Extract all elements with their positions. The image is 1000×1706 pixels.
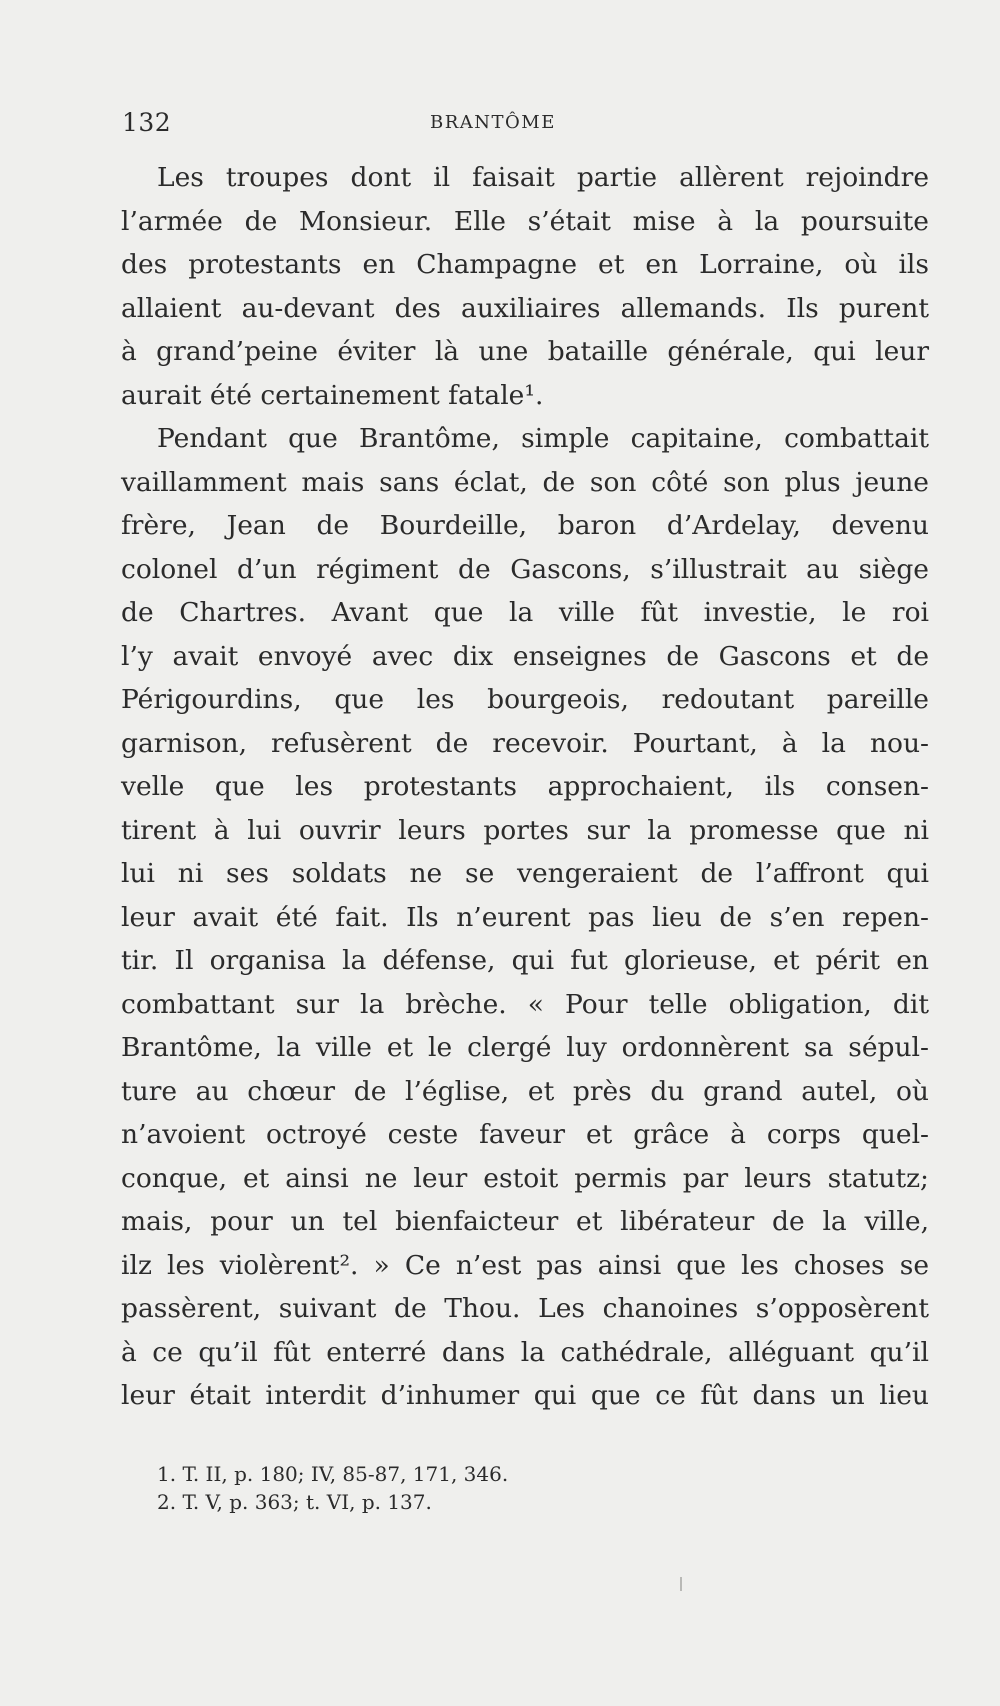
text-line: allaient au-devant des auxiliaires allemands. Ils purent: [121, 292, 929, 324]
text-line: ilz les violèrent². » Ce n’est pas ainsi que les choses se: [121, 1249, 929, 1281]
text-line: tirent à lui ouvrir leurs portes sur la promesse que ni: [121, 814, 929, 846]
scan-mark: [680, 1577, 682, 1591]
text-line: aurait été certainement fatale¹.: [121, 379, 544, 411]
text-line: de Chartres. Avant que la ville fût investie, le roi: [121, 597, 929, 628]
text-line: conque, et ainsi ne leur estoit permis par leurs statutz;: [121, 1162, 929, 1194]
footnotes: [157, 1460, 857, 1516]
text-line: des protestants en Champagne et en Lorraine, où ils: [121, 249, 929, 280]
text-line: à ce qu’il fût enterré dans la cathédrale, alléguant qu’il: [121, 1336, 929, 1368]
text-line: velle que les protestants approchaient, ils consen-: [121, 771, 929, 802]
text-line: l’armée de Monsieur. Elle s’était mise à la poursuite: [121, 205, 929, 237]
page-number: 132: [122, 108, 172, 137]
text-line: Les troupes dont il faisait partie allèrent rejoindre: [157, 162, 929, 193]
text-line: combattant sur la brèche. « Pour telle obligation, dit: [121, 988, 929, 1020]
text-line: tir. Il organisa la défense, qui fut glorieuse, et périt en: [121, 945, 929, 976]
text-line: frère, Jean de Bourdeille, baron d’Ardelay, devenu: [121, 510, 929, 541]
text-line: lui ni ses soldats ne se vengeraient de l’affront qui: [121, 858, 929, 889]
footnote-2: 2. T. V, p. 363; t. VI, p. 137.: [157, 1490, 432, 1514]
text-line: à grand’peine éviter là une bataille générale, qui leur: [121, 336, 929, 367]
text-line: vaillamment mais sans éclat, de son côté son plus jeune: [121, 466, 929, 498]
text-line: mais, pour un tel bienfaicteur et libérateur de la ville,: [121, 1206, 929, 1237]
text-line: garnison, refusèrent de recevoir. Pourtant, à la nou-: [121, 727, 929, 759]
text-line: Brantôme, la ville et le clergé luy ordonnèrent sa sépul-: [121, 1032, 929, 1063]
text-line: Pendant que Brantôme, simple capitaine, combattait: [157, 423, 929, 454]
text-line: leur était interdit d’inhumer qui que ce fût dans un lieu: [121, 1380, 929, 1411]
page-header: [122, 108, 922, 148]
running-title: BRANTÔME: [430, 112, 556, 133]
footnote-1: 1. T. II, p. 180; IV, 85-87, 171, 346.: [157, 1462, 509, 1486]
text-line: passèrent, suivant de Thou. Les chanoines s’opposèrent: [121, 1293, 929, 1324]
text-line: ture au chœur de l’église, et près du grand autel, où: [121, 1075, 929, 1107]
text-line: n’avoient octroyé ceste faveur et grâce à corps quel-: [121, 1119, 929, 1150]
text-line: Périgourdins, que les bourgeois, redoutant pareille: [121, 684, 929, 715]
text-line: leur avait été fait. Ils n’eurent pas lieu de s’en repen-: [121, 901, 929, 933]
text-line: colonel d’un régiment de Gascons, s’illustrait au siège: [121, 553, 929, 585]
body-text: [121, 156, 929, 1418]
text-line: l’y avait envoyé avec dix enseignes de Gascons et de: [121, 640, 929, 672]
